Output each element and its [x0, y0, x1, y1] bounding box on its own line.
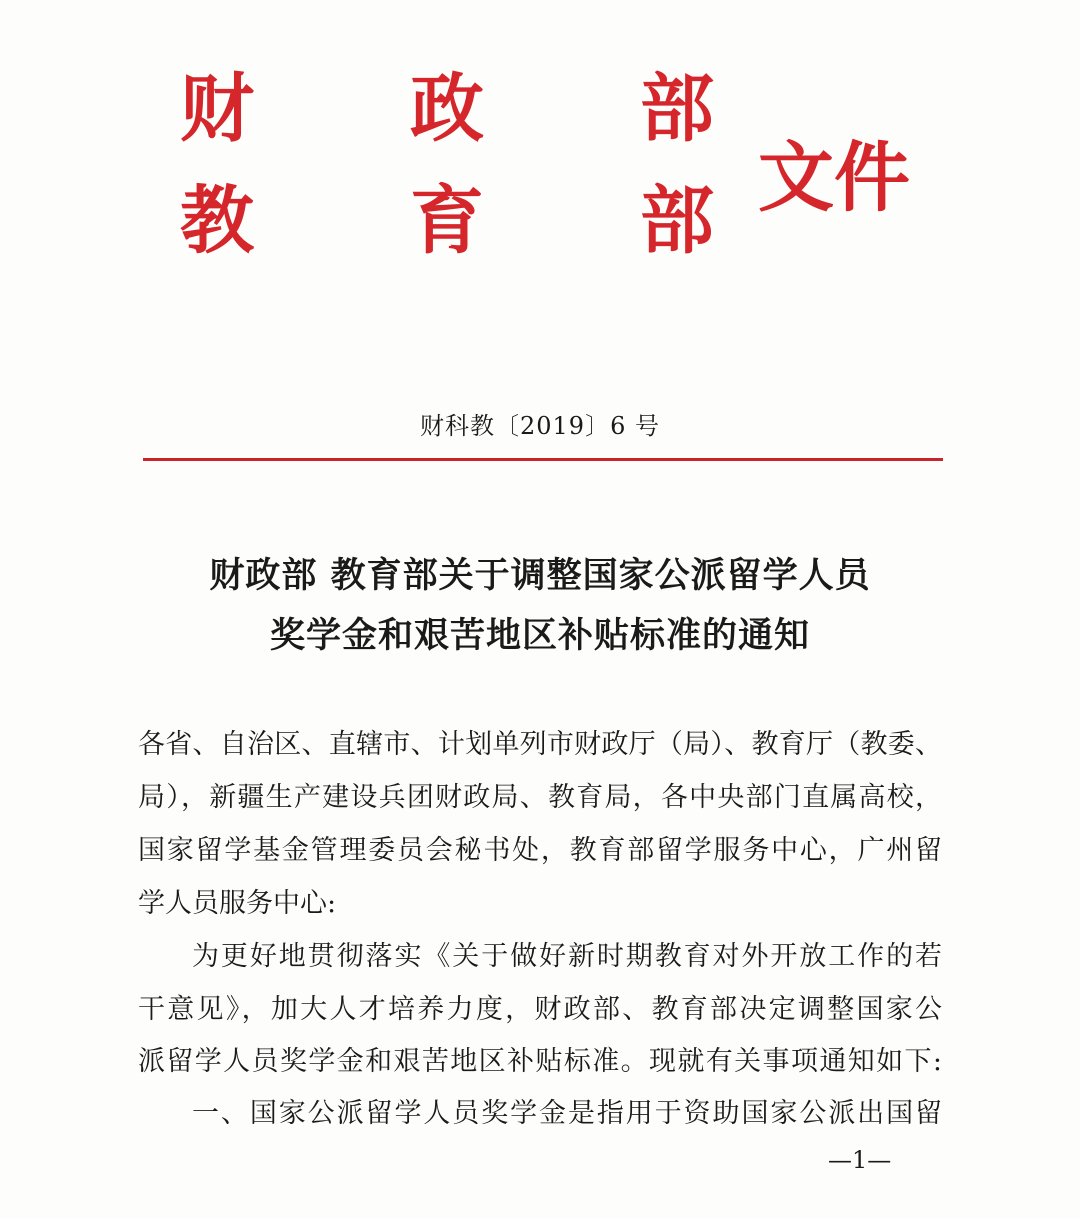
body-line: 干意见》，加大人才培养力度，财政部、教育部决定调整国家公 — [138, 994, 942, 1025]
body-line: 一、国家公派留学人员奖学金是指用于资助国家公派出国留 — [192, 1098, 942, 1129]
body-line: 为更好地贯彻落实《关于做好新时期教育对外开放工作的若 — [192, 941, 942, 972]
body-line: 学人员服务中心: — [138, 888, 337, 919]
document-suffix: 文件 — [758, 133, 910, 222]
issuer-char: 政 — [410, 66, 484, 152]
issuer-char: 教 — [180, 178, 254, 264]
body-line: 局），新疆生产建设兵团财政局、教育局，各中央部门直属高校， — [138, 782, 942, 813]
document-number: 财科教〔2019〕6 号 — [420, 412, 660, 440]
title-line: 奖学金和艰苦地区补贴标准的通知 — [269, 615, 810, 656]
title-line: 财政部 教育部关于调整国家公派留学人员 — [209, 555, 871, 596]
red-divider — [143, 458, 943, 461]
body-line: 国家留学基金管理委员会秘书处，教育部留学服务中心，广州留 — [138, 835, 942, 866]
body-line: 各省、自治区、直辖市、计划单列市财政厅（局）、教育厅（教委、 — [138, 729, 942, 760]
body-line: 派留学人员奖学金和艰苦地区补贴标准。现就有关事项通知如下: — [138, 1046, 942, 1077]
issuer-char: 育 — [410, 178, 484, 264]
issuer-char: 部 — [640, 178, 714, 264]
issuer-char: 部 — [640, 66, 714, 152]
issuer-char: 财 — [180, 66, 254, 152]
page-number: —1— — [828, 1146, 892, 1174]
